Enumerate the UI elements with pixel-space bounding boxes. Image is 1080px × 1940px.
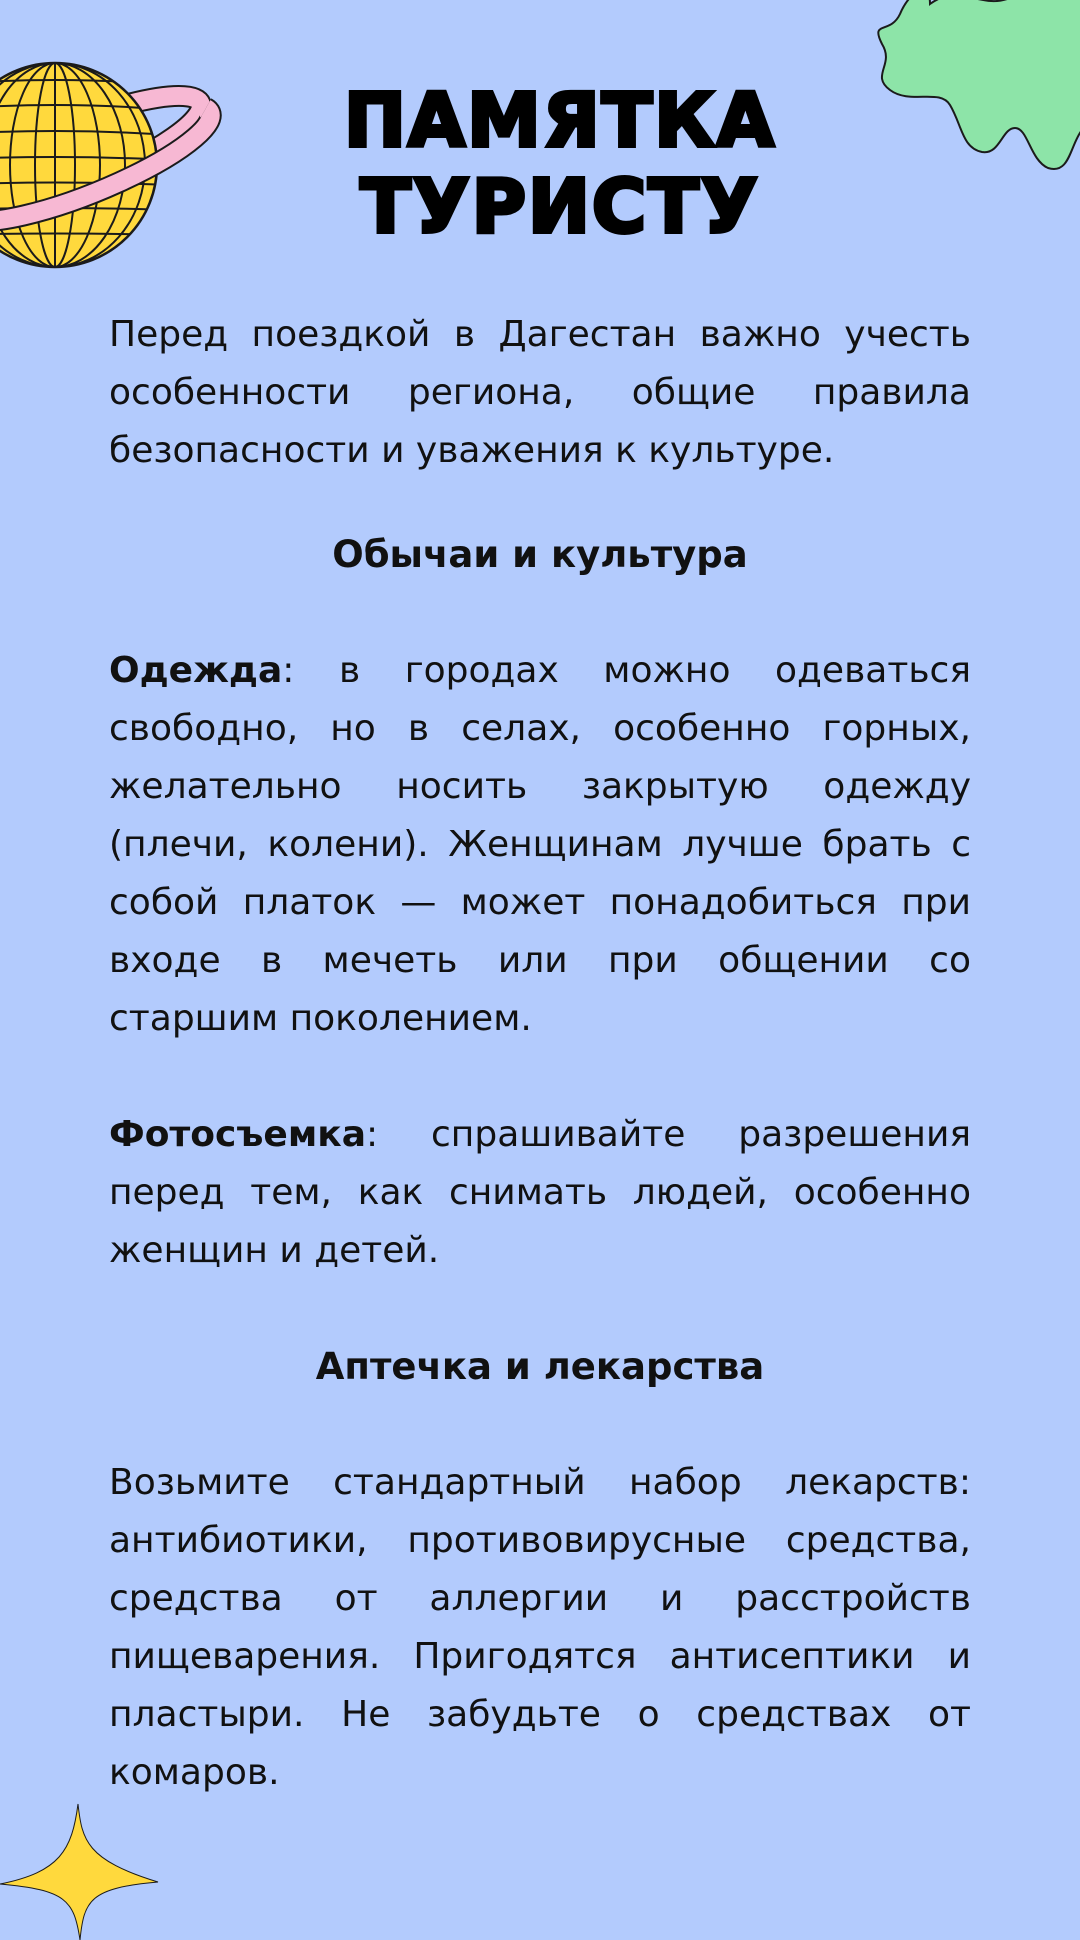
title-line-2: ТУРИСТУ [360,164,760,250]
section-heading-first-aid: Аптечка и лекарства [315,1345,765,1388]
clothing-label: Одежда [109,650,283,691]
page-title [0,78,1080,250]
photo-paragraph [109,1106,971,1280]
clothing-text: : в городах можно одеваться свободно, но в селах, особенно горных, желательно носить закрытую одежду (плечи, колени). Женщинам лучше брать с собой платок — может понадобиться при входе в мечеть или при общении со старшим поколением. [109,650,971,1039]
photo-label: Фотосъемка [109,1114,366,1155]
title-line-1: ПАМЯТКА [343,78,777,164]
intro-paragraph: Перед поездкой в Дагестан важно учесть особенности региона, общие правила безопасности и уважения к культуре. [109,314,971,471]
clothing-paragraph [109,642,971,1048]
sparkle-icon [0,1800,160,1940]
photo-text: : спрашивайте разрешения перед тем, как снимать людей, особенно женщин и детей. [109,1114,971,1271]
section-heading-customs: Обычаи и культура [332,533,748,576]
first-aid-paragraph: Возьмите стандартный набор лекарств: антибиотики, противовирусные средства, средства от аллергии и расстройств пищеварения. Пригодятся антисептики и пластыри. Не забудьте о средствах от комаров. [109,1462,971,1793]
main-content [109,306,971,1802]
